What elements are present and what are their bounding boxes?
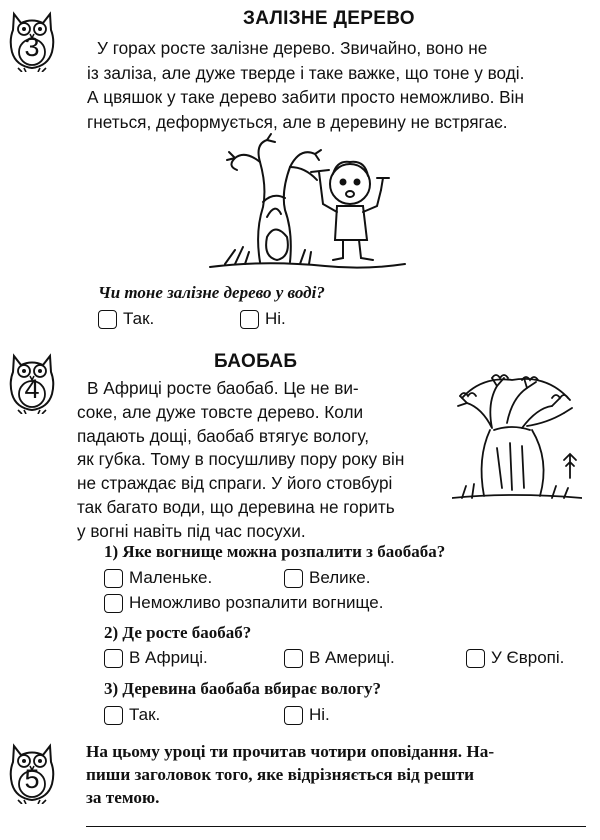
task5-instruction — [86, 740, 494, 809]
task4-line: як губка. Тому в посушливу пору року він — [77, 449, 405, 470]
checkbox[interactable] — [466, 649, 485, 668]
option-label: Так. — [123, 309, 155, 328]
option-label: Неможливо розпалити вогнище. — [129, 593, 384, 612]
owl-icon-task4 — [8, 352, 56, 414]
task4-line: не страждає від спраги. У його стовбурі — [77, 473, 393, 494]
owl-icon-task5 — [8, 742, 56, 804]
task3-line: У горах росте залізне дерево. Звичайно, воно не — [97, 38, 488, 58]
task4-line: В Африці росте баобаб. Це не ви- — [87, 378, 359, 398]
task3-line: гнеться, деформується, але в деревину не встрягає. — [87, 111, 508, 132]
task4-title: БАОБАБ — [214, 351, 298, 372]
task4-question-3: 3) Деревина баобаба вбирає вологу? — [104, 679, 382, 698]
task3-title: ЗАЛІЗНЕ ДЕРЕВО — [243, 8, 415, 29]
task4-question-1: 1) Яке вогнище можна розпалити з баобаба? — [104, 542, 446, 561]
iron-tree-boy-hammer-illustration — [205, 132, 410, 272]
task4-q2-option-europe[interactable] — [466, 648, 564, 668]
checkbox[interactable] — [284, 649, 303, 668]
task4-question-2: 2) Де росте баобаб? — [104, 623, 252, 642]
task4-line: падають дощі, баобаб втягує вологу, — [77, 425, 370, 446]
task4-q2-option-africa[interactable] — [104, 648, 208, 668]
task-number-4: 4 — [24, 374, 40, 404]
option-label: Маленьке. — [129, 568, 213, 587]
checkbox[interactable] — [104, 706, 123, 725]
checkbox[interactable] — [284, 706, 303, 725]
checkbox[interactable] — [104, 594, 123, 613]
checkbox[interactable] — [104, 569, 123, 588]
task4-q3-option-no[interactable] — [284, 705, 330, 725]
task3-option-yes[interactable] — [98, 309, 154, 329]
task3-option-no[interactable] — [240, 309, 286, 329]
task5-line: На цьому уроці ти прочитав чотири оповідання. На- — [86, 742, 495, 761]
task4-q1-option-small[interactable] — [104, 568, 212, 588]
option-label: У Європі. — [491, 648, 565, 667]
task4-q3-option-yes[interactable] — [104, 705, 160, 725]
task3-question: Чи тоне залізне дерево у воді? — [98, 283, 325, 302]
option-label: Ні. — [309, 705, 330, 724]
option-label: В Америці. — [309, 648, 395, 667]
task5-line: пиши заголовок того, яке відрізняється від решти — [86, 765, 475, 784]
task4-text — [77, 377, 404, 544]
checkbox[interactable] — [284, 569, 303, 588]
checkbox[interactable] — [98, 310, 117, 329]
task4-q1-option-big[interactable] — [284, 568, 370, 588]
option-label: Ні. — [265, 309, 286, 328]
task3-line: із заліза, але дуже тверде і таке важке, що тоне у воді. — [87, 62, 525, 83]
checkbox[interactable] — [104, 649, 123, 668]
answer-line[interactable] — [86, 826, 586, 827]
task-number-3: 3 — [24, 32, 40, 62]
task5-line: за темою. — [86, 788, 160, 807]
task4-line: соке, але дуже товсте дерево. Коли — [77, 401, 364, 422]
baobab-tree-illustration — [452, 368, 582, 508]
option-label: В Африці. — [129, 648, 208, 667]
owl-icon-task3 — [8, 10, 56, 72]
task3-text — [87, 36, 524, 134]
task4-q1-option-impossible[interactable] — [104, 593, 383, 613]
checkbox[interactable] — [240, 310, 259, 329]
task-number-5: 5 — [24, 764, 40, 794]
task4-line: так багато води, що деревина не горить — [77, 496, 395, 517]
option-label: Велике. — [309, 568, 371, 587]
task3-line: А цвяшок у таке дерево забити просто неможливо. Він — [87, 87, 524, 108]
option-label: Так. — [129, 705, 161, 724]
task4-q2-option-america[interactable] — [284, 648, 395, 668]
task4-line: у вогні навіть під час посухи. — [77, 520, 306, 541]
